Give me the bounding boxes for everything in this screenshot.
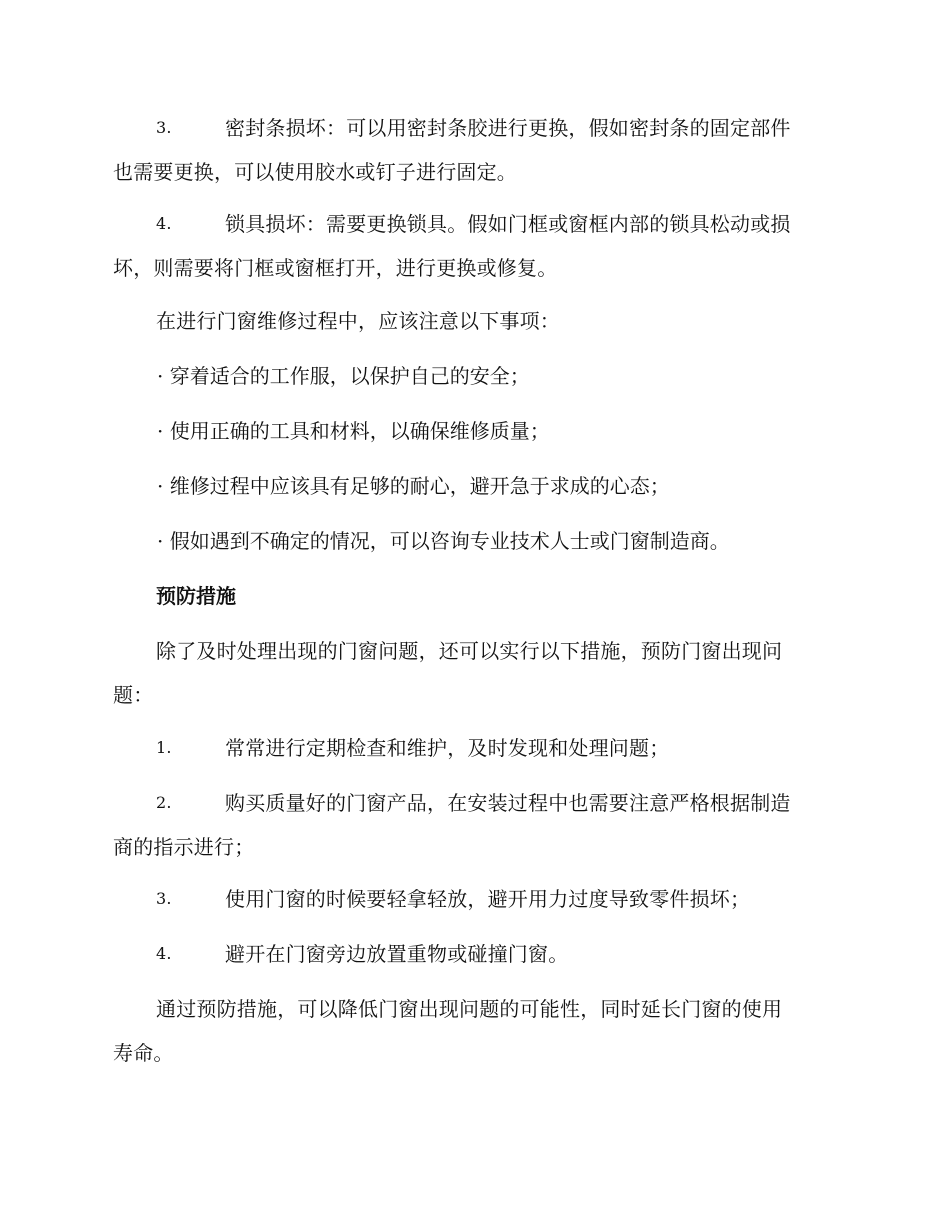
prevention-intro-paragraph (113, 629, 835, 717)
notes-intro-paragraph: 在进行门窗维修过程中，应该注意以下事项： (156, 309, 560, 333)
repair-item-4 (113, 202, 835, 290)
bullet-item: · 假如遇到不确定的情况，可以咨询专业技术人士或门窗制造商。 (157, 529, 730, 553)
list-number: 2. (156, 793, 172, 812)
list-item-text: 购买质量好的门窗产品，在安装过程中也需要注意严格根据制造 (225, 791, 791, 815)
list-item-continuation: 坏，则需要将门框或窗框打开，进行更换或修复。 (113, 256, 558, 280)
prevention-item-2 (113, 781, 835, 869)
list-item-text: 使用门窗的时候要轻拿轻放，避开用力过度导致零件损坏； (225, 887, 751, 911)
prevention-item-4 (113, 932, 835, 976)
paragraph-continuation: 寿命。 (113, 1041, 174, 1065)
prevention-item-1 (113, 726, 835, 770)
bullet-item: · 维修过程中应该具有足够的耐心，避开急于求成的心态； (157, 474, 670, 498)
list-item-text: 密封条损坏：可以用密封条胶进行更换，假如密封条的固定部件 (225, 116, 791, 140)
bullet-item: · 穿着适合的工作服，以保护自己的安全； (157, 364, 530, 388)
repair-item-3 (113, 106, 835, 194)
list-item-text: 常常进行定期检查和维护，及时发现和处理问题； (225, 736, 670, 760)
section-heading: 预防措施 (156, 584, 236, 608)
list-number: 1. (156, 738, 172, 757)
list-item-text: 避开在门窗旁边放置重物或碰撞门窗。 (225, 942, 569, 966)
list-number: 3. (156, 118, 172, 137)
paragraph-first-line: 除了及时处理出现的门窗问题，还可以实行以下措施，预防门窗出现问 (156, 639, 783, 663)
paragraph-first-line: 通过预防措施，可以降低门窗出现问题的可能性，同时延长门窗的使用 (156, 997, 783, 1021)
list-number: 3. (156, 889, 172, 908)
list-item-continuation: 也需要更换，可以使用胶水或钉子进行固定。 (113, 160, 517, 184)
paragraph-continuation: 题： (113, 683, 154, 707)
list-item-text: 锁具损坏：需要更换锁具。假如门框或窗框内部的锁具松动或损 (225, 212, 791, 236)
list-number: 4. (156, 214, 172, 233)
conclusion-paragraph (113, 987, 835, 1075)
list-item-continuation: 商的指示进行； (113, 835, 255, 859)
list-number: 4. (156, 944, 172, 963)
bullet-item: · 使用正确的工具和材料，以确保维修质量； (157, 419, 550, 443)
prevention-item-3 (113, 877, 835, 921)
